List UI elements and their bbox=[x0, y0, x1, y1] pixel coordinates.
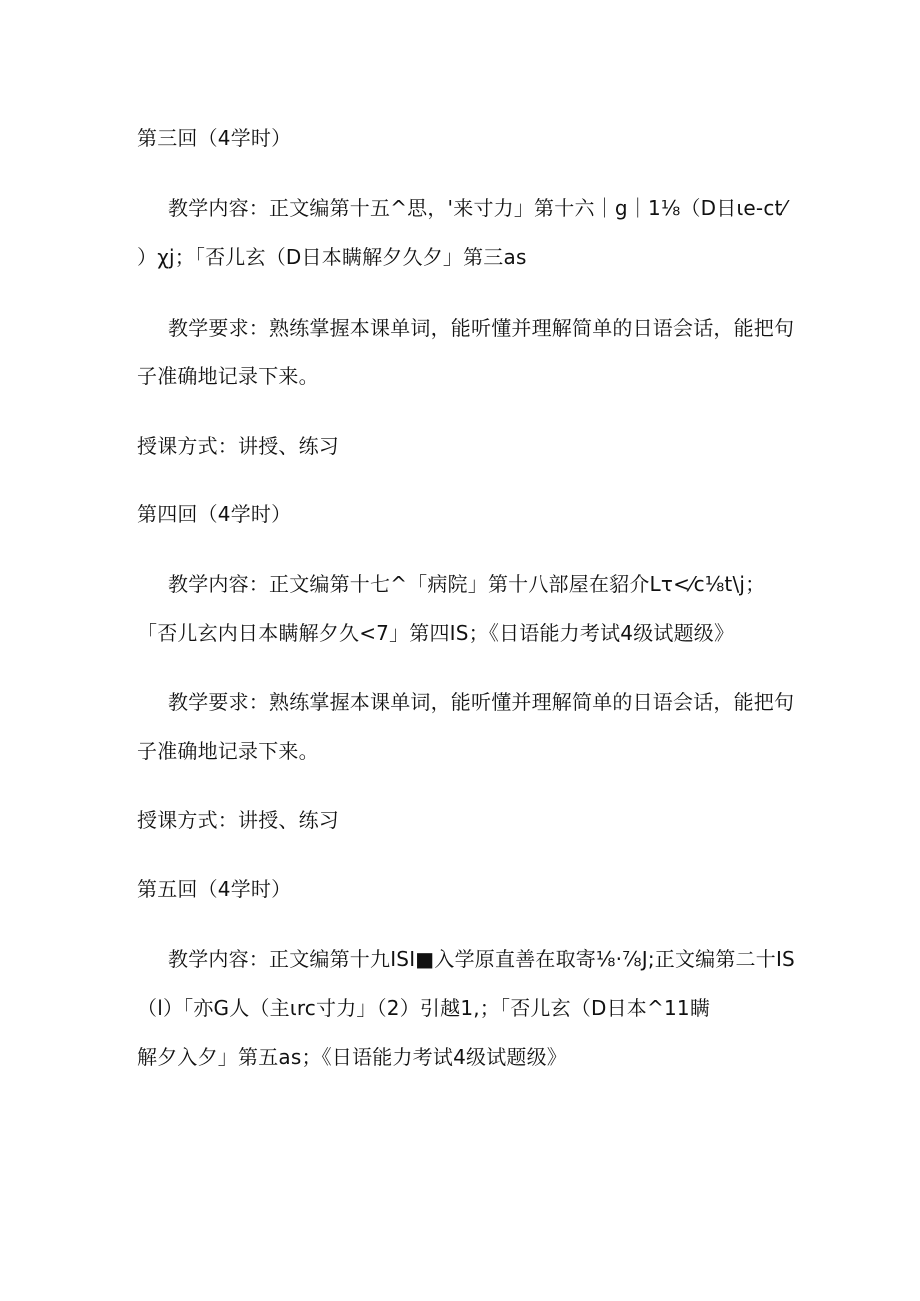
session-5-content-line-1: 教学内容：正文编第十九ISI■入学原直善在取寄⅛·⅞J;正文编第二十IS bbox=[168, 947, 795, 971]
session-3-heading: 第三回（4学时） bbox=[137, 126, 292, 150]
session-4-teaching-method: 授课方式：讲授、练习 bbox=[137, 808, 339, 832]
session-3-requirement-line-2: 子准确地记录下来。 bbox=[137, 364, 319, 388]
session-3-requirement-line-1: 教学要求：熟练掌握本课单词，能听懂并理解简单的日语会话，能把句 bbox=[168, 316, 795, 340]
session-5-heading: 第五回（4学时） bbox=[137, 877, 292, 901]
session-4-requirement-line-2: 子准确地记录下来。 bbox=[137, 739, 319, 763]
session-4-requirement-line-1: 教学要求：熟练掌握本课单词，能听懂并理解简单的日语会话，能把句 bbox=[168, 690, 795, 714]
session-3-content-line-1: 教学内容：正文编第十五^思，'来寸力」第十六｜g｜1⅛（D日ιe-ct⁄ bbox=[168, 196, 787, 220]
session-5-content-line-3: 解夕入夕」第五as；《日语能力考试4级试题级》 bbox=[137, 1045, 568, 1069]
session-4-content-line-1: 教学内容：正文编第十七^「病院」第十八部屋在貂介Lτ<⁄c⅛t\j； bbox=[168, 572, 766, 596]
session-5-content-line-2: （l）「亦G人（主ιrc寸力」（2）引越1,；「否儿玄（D日本^11瞒 bbox=[137, 996, 711, 1020]
session-3-teaching-method: 授课方式：讲授、练习 bbox=[137, 434, 339, 458]
session-4-heading: 第四回（4学时） bbox=[137, 502, 292, 526]
session-3-content-line-2: ）χj；「否儿玄（D日本瞒解夕久夕」第三as bbox=[137, 245, 527, 269]
session-4-content-line-2: 「否儿玄内日本瞒解夕久<7」第四IS；《日语能力考试4级试题级》 bbox=[137, 621, 735, 645]
